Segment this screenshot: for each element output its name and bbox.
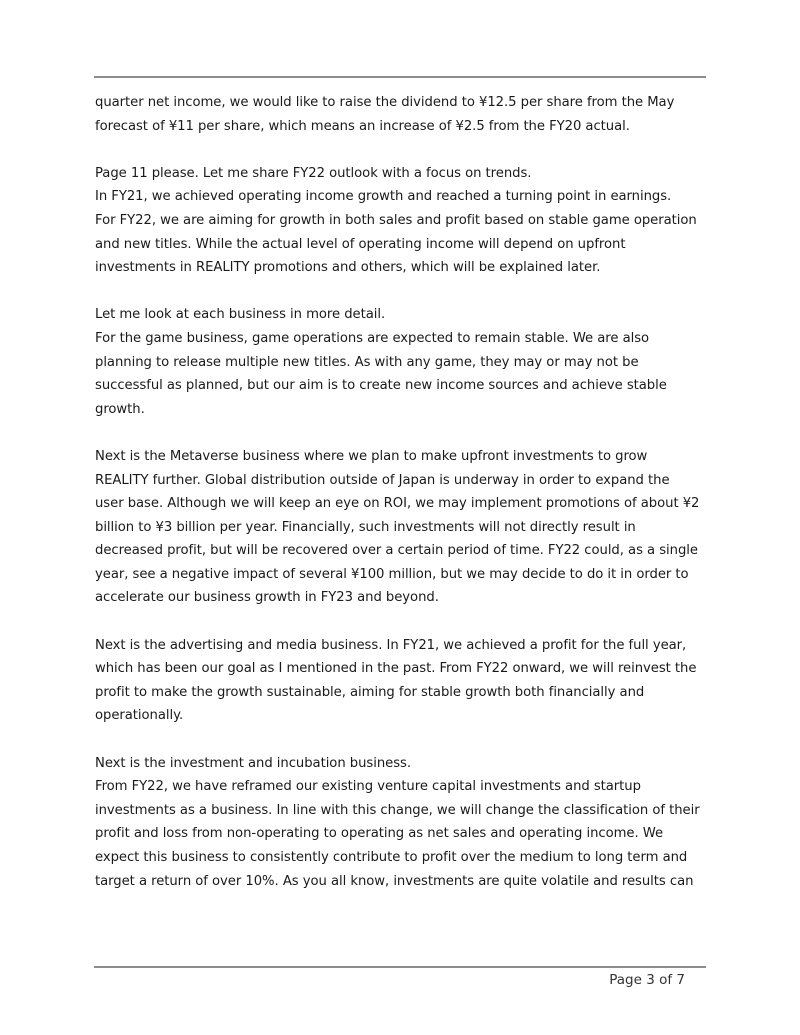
paragraph bbox=[95, 445, 715, 610]
text-line: In FY21, we achieved operating income growth and reached a turning point in earnings. bbox=[95, 189, 672, 205]
paragraph bbox=[95, 303, 715, 421]
text-line: profit to make the growth sustainable, aiming for stable growth both financially and bbox=[95, 684, 645, 700]
text-line: From FY22, we have reframed our existing venture capital investments and startup bbox=[95, 779, 641, 795]
text-line: For the game business, game operations are expected to remain stable. We are also bbox=[95, 330, 650, 346]
text-line: user base. Although we will keep an eye on ROI, we may implement promotions of about ¥2 bbox=[95, 496, 700, 512]
text-line: target a return of over 10%. As you all know, investments are quite volatile and results can bbox=[95, 873, 694, 889]
document-body bbox=[95, 91, 715, 917]
footer-rule bbox=[94, 966, 706, 968]
text-line: billion to ¥3 billion per year. Financially, such investments will not directly result in bbox=[95, 519, 636, 535]
header-rule bbox=[94, 76, 706, 78]
text-line: profit and loss from non-operating to operating as net sales and operating income. We bbox=[95, 826, 664, 842]
text-line: accelerate our business growth in FY23 and beyond. bbox=[95, 590, 439, 606]
paragraph bbox=[95, 752, 715, 894]
text-line: expect this business to consistently contribute to profit over the medium to long term and bbox=[95, 850, 688, 865]
text-line: For FY22, we are aiming for growth in both sales and profit based on stable game operation bbox=[95, 212, 697, 228]
text-line: REALITY further. Global distribution outside of Japan is underway in order to expand the bbox=[95, 472, 670, 488]
text-line: investments in REALITY promotions and others, which will be explained later. bbox=[95, 260, 601, 276]
paragraph bbox=[95, 162, 715, 280]
text-line: successful as planned, but our aim is to create new income sources and achieve stable bbox=[95, 378, 667, 394]
text-line: growth. bbox=[95, 401, 145, 417]
paragraph bbox=[95, 91, 715, 138]
text-line: Page 11 please. Let me share FY22 outlook with a focus on trends. bbox=[95, 165, 532, 181]
text-line: year, see a negative impact of several ¥100 million, but we may decide to do it in order to bbox=[95, 566, 689, 582]
page-number: Page 3 of 7 bbox=[609, 972, 685, 988]
text-line: which has been our goal as I mentioned in the past. From FY22 onward, we will reinvest the bbox=[95, 661, 697, 677]
text-line: Let me look at each business in more detail. bbox=[95, 307, 386, 323]
text-line: forecast of ¥11 per share, which means an increase of ¥2.5 from the FY20 actual. bbox=[95, 118, 630, 134]
text-line: quarter net income, we would like to raise the dividend to ¥12.5 per share from the May bbox=[95, 95, 675, 110]
text-line: Next is the Metaverse business where we plan to make upfront investments to grow bbox=[95, 448, 648, 464]
paragraph bbox=[95, 634, 715, 728]
text-line: decreased profit, but will be recovered over a certain period of time. FY22 could, as a single bbox=[95, 543, 698, 559]
text-line: investments as a business. In line with this change, we will change the classification of their bbox=[95, 802, 700, 818]
text-line: operationally. bbox=[95, 708, 184, 724]
text-line: planning to release multiple new titles. As with any game, they may or may not be bbox=[95, 354, 639, 370]
text-line: and new titles. While the actual level of operating income will depend on upfront bbox=[95, 236, 626, 252]
text-line: Next is the advertising and media business. In FY21, we achieved a profit for the full year, bbox=[95, 637, 687, 653]
text-line: Next is the investment and incubation business. bbox=[95, 755, 411, 771]
